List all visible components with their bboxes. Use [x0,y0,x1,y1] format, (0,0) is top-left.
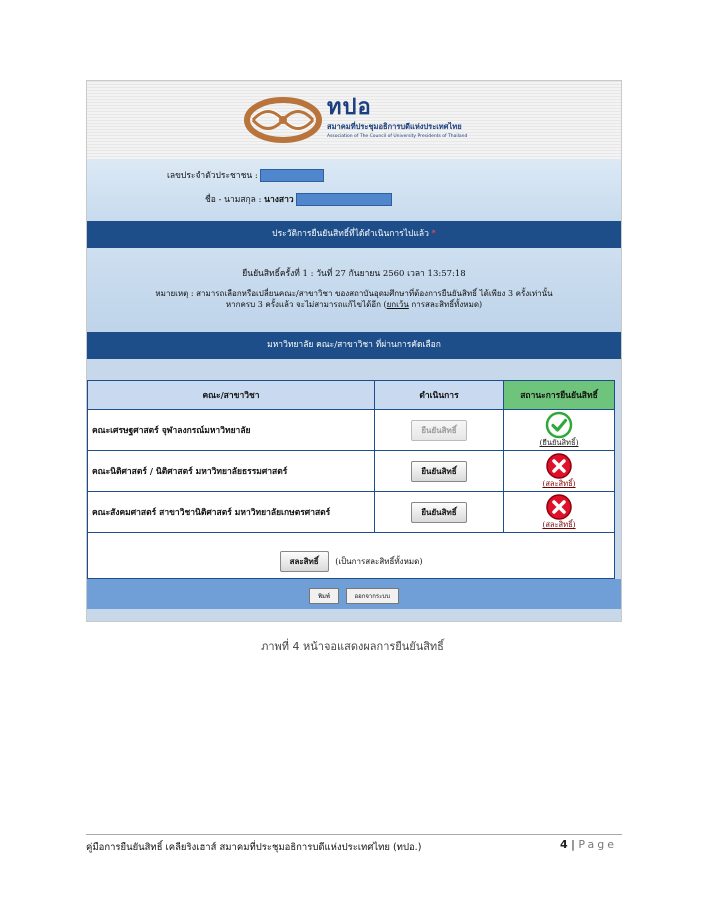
page-separator: | [567,838,579,851]
status-cell [504,410,615,451]
cancel-x-icon [545,452,573,480]
note-line-2a: หากครบ 3 ครั้งแล้ว จะไม่สามารถแก้ไขได้อีก ( [225,300,387,309]
faculty-name: คณะเศรษฐศาสตร์ จุฬาลงกรณ์มหาวิทยาลัย [88,410,375,451]
waive-section [87,533,615,579]
name-redacted-field [296,193,392,206]
waive-all-button[interactable]: สละสิทธิ์ [280,551,329,572]
logo [243,95,483,147]
bottom-bar [87,579,621,609]
status-text: (สละสิทธิ์) [542,520,576,529]
faculty-name: คณะสังคมศาสตร์ สาขาวิชานิติศาสตร์ มหาวิทยาลัยเกษตรศาสตร์ [88,492,375,533]
waive-note: (เป็นการสละสิทธิ์ทั้งหมด) [335,557,423,566]
confirm-button[interactable]: ยืนยันสิทธิ์ [411,502,466,523]
history-title: ประวัติการยืนยันสิทธิ์ที่ได้ดำเนินการไปแล้ว [272,229,429,239]
selection-bar [87,332,621,359]
footer-title: คู่มือการยืนยันสิทธิ์ เคลียริงเฮาส์ สมาคมที่ประชุมอธิการบดีแห่งประเทศไทย (ทปอ.) [86,842,422,853]
table-row [88,451,615,492]
note-line-2b: การสละสิทธิ์ทั้งหมด) [408,300,483,309]
selection-title: มหาวิทยาลัย คณะ/สาขาวิชา ที่ผ่านการคัดเลือก [267,340,441,350]
header-banner [87,81,621,159]
logout-button[interactable]: ออกจากระบบ [346,588,399,604]
logo-thai-name: สมาคมที่ประชุมอธิการบดีแห่งประเทศไทย [327,122,462,131]
footer-divider [86,834,622,835]
table-row [88,492,615,533]
note-line-1: หมายเหตุ : สามารถเลือกหรือเปลี่ยนคณะ/สาขาวิชา ของสถาบันอุดมศึกษาที่ต้องการยืนยันสิทธิ์ ได้เพียง 3 ครั้งเท่านั้น [155,289,553,298]
history-bar [87,221,621,248]
print-button[interactable]: พิมพ์ [309,588,339,604]
history-marker: * [431,229,436,239]
name-label: ชื่อ - นามสกุล : [205,195,262,205]
results-table [87,380,615,533]
logo-english-name: Association of The Council of University Presidents of Thailand [327,134,468,139]
cancel-x-icon [545,493,573,521]
confirmation-note [87,288,621,310]
status-text: (สละสิทธิ์) [542,479,576,488]
id-redacted-field [260,169,324,182]
status-text: (ยืนยันสิทธิ์) [539,438,579,447]
footer-page [560,838,617,851]
check-icon [545,411,573,439]
page-number: 4 [560,838,568,851]
note-except-link: ยกเว้น [386,300,409,309]
logo-abbreviation: ทปอ [327,95,372,120]
col-status: สถานะการยืนยันสิทธิ์ [504,381,615,410]
table-row [88,410,615,451]
confirmation-record: ยืนยันสิทธิ์ครั้งที่ 1 : วันที่ 27 กันยายน 2560 เวลา 13:57:18 [242,269,466,279]
confirm-button[interactable]: ยืนยันสิทธิ์ [411,461,466,482]
embedded-screenshot [86,80,622,622]
table-header-row [88,381,615,410]
confirmation-history [87,248,621,332]
name-prefix: นางสาว [264,195,294,205]
status-cell [504,492,615,533]
cupt-emblem-icon [243,95,323,145]
id-label: เลขประจำตัวประชาชน : [167,171,258,181]
faculty-name: คณะนิติศาสตร์ / นิติศาสตร์ มหาวิทยาลัยธรรมศาสตร์ [88,451,375,492]
spacer [87,359,621,380]
col-action: ดำเนินการ [375,381,504,410]
confirm-button-disabled: ยืนยันสิทธิ์ [411,420,466,441]
status-cell [504,451,615,492]
page-word: Page [578,838,617,851]
applicant-info [87,159,621,221]
col-faculty: คณะ/สาขาวิชา [88,381,375,410]
figure-caption: ภาพที่ 4 หน้าจอแสดงผลการยืนยันสิทธิ์ [261,640,444,653]
